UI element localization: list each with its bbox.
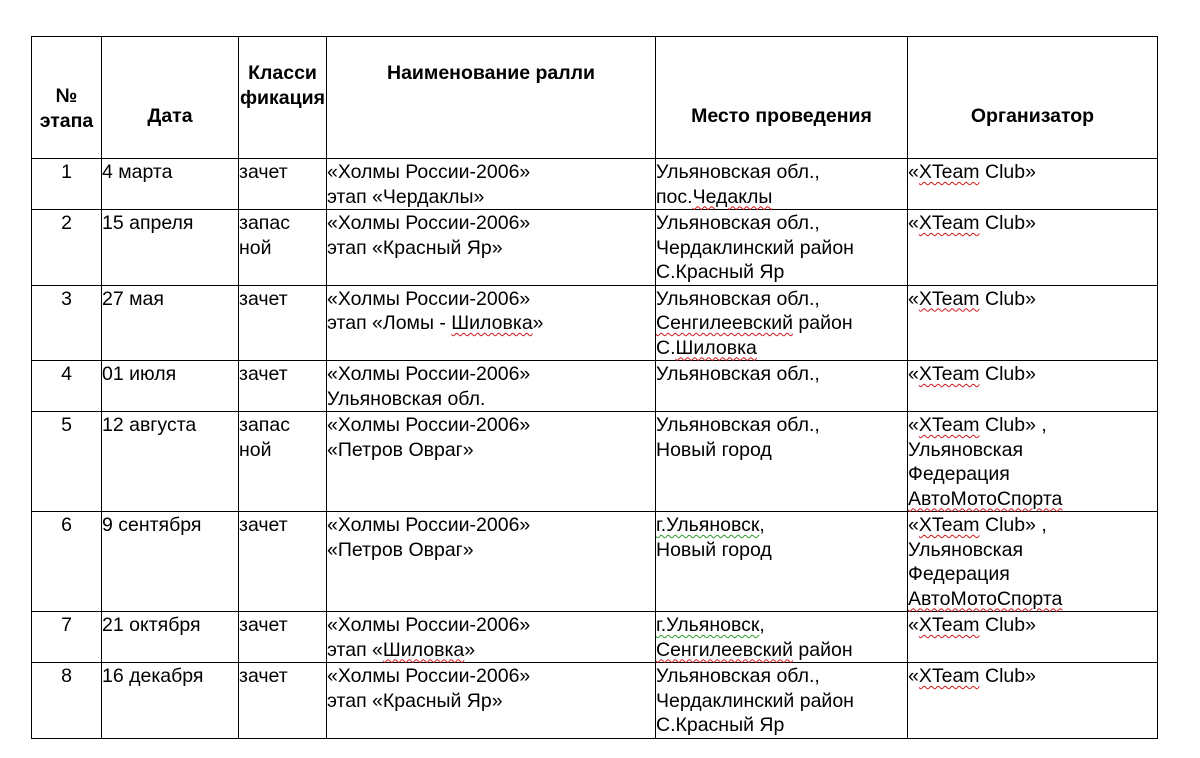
stage-number-cell: 5	[32, 412, 102, 512]
classification-cell: запас ной	[239, 412, 327, 512]
stage-number-cell: 6	[32, 512, 102, 612]
venue-cell: Ульяновская обл., Чердаклинский район С.Красный Яр	[656, 663, 908, 739]
venue-cell: Ульяновская обл., пос.Чедаклы	[656, 159, 908, 210]
venue-cell: Ульяновская обл., Новый город	[656, 412, 908, 512]
date-cell: 16 декабря	[102, 663, 239, 739]
stage-number-cell: 1	[32, 159, 102, 210]
classification-cell: зачет	[239, 512, 327, 612]
rally-name-cell: «Холмы России-2006» этап «Шиловка»	[327, 612, 656, 663]
date-cell: 12 августа	[102, 412, 239, 512]
classification-cell: зачет	[239, 285, 327, 361]
header-organizer: Организатор	[908, 37, 1158, 159]
date-cell: 21 октября	[102, 612, 239, 663]
rally-name-cell: «Холмы России-2006» этап «Красный Яр»	[327, 663, 656, 739]
stage-number-cell: 2	[32, 210, 102, 286]
header-row	[32, 37, 1158, 159]
venue-cell: Ульяновская обл., Чердаклинский район С.Красный Яр	[656, 210, 908, 286]
venue-cell: г.Ульяновск, Новый город	[656, 512, 908, 612]
venue-cell: г.Ульяновск, Сенгилеевский район	[656, 612, 908, 663]
rally-name-cell: «Холмы России-2006» этап «Ломы - Шиловка»	[327, 285, 656, 361]
table-row	[32, 210, 1158, 286]
classification-cell: зачет	[239, 361, 327, 412]
header-classification: Класси фикация	[239, 37, 327, 159]
organizer-cell: «XTeam Club»	[908, 612, 1158, 663]
table-row	[32, 663, 1158, 739]
organizer-cell: «XTeam Club»	[908, 210, 1158, 286]
header-rally-name: Наименование ралли	[327, 37, 656, 159]
table-row	[32, 512, 1158, 612]
date-cell: 27 мая	[102, 285, 239, 361]
table-row	[32, 612, 1158, 663]
rally-schedule-table	[31, 36, 1158, 739]
stage-number-cell: 4	[32, 361, 102, 412]
rally-name-cell: «Холмы России-2006» «Петров Овраг»	[327, 512, 656, 612]
rally-name-cell: «Холмы России-2006» этап «Чердаклы»	[327, 159, 656, 210]
rally-name-cell: «Холмы России-2006» Ульяновская обл.	[327, 361, 656, 412]
organizer-cell: «XTeam Club» , Ульяновская Федерация АвтоМотоСпорта	[908, 412, 1158, 512]
date-cell: 9 сентября	[102, 512, 239, 612]
organizer-cell: «XTeam Club»	[908, 361, 1158, 412]
table-row	[32, 361, 1158, 412]
rally-name-cell: «Холмы России-2006» «Петров Овраг»	[327, 412, 656, 512]
classification-cell: зачет	[239, 159, 327, 210]
classification-cell: зачет	[239, 612, 327, 663]
date-cell: 15 апреля	[102, 210, 239, 286]
stage-number-cell: 7	[32, 612, 102, 663]
header-venue: Место проведения	[656, 37, 908, 159]
venue-cell: Ульяновская обл.,	[656, 361, 908, 412]
organizer-cell: «XTeam Club»	[908, 159, 1158, 210]
rally-name-cell: «Холмы России-2006» этап «Красный Яр»	[327, 210, 656, 286]
header-stage-number: № этапа	[32, 37, 102, 159]
table-row	[32, 285, 1158, 361]
organizer-cell: «XTeam Club»	[908, 663, 1158, 739]
table-row	[32, 159, 1158, 210]
stage-number-cell: 8	[32, 663, 102, 739]
venue-cell: Ульяновская обл., Сенгилеевский район С.Шиловка	[656, 285, 908, 361]
header-date: Дата	[102, 37, 239, 159]
date-cell: 01 июля	[102, 361, 239, 412]
classification-cell: запас ной	[239, 210, 327, 286]
stage-number-cell: 3	[32, 285, 102, 361]
organizer-cell: «XTeam Club» , Ульяновская Федерация АвтоМотоСпорта	[908, 512, 1158, 612]
organizer-cell: «XTeam Club»	[908, 285, 1158, 361]
classification-cell: зачет	[239, 663, 327, 739]
table-row	[32, 412, 1158, 512]
date-cell: 4 марта	[102, 159, 239, 210]
